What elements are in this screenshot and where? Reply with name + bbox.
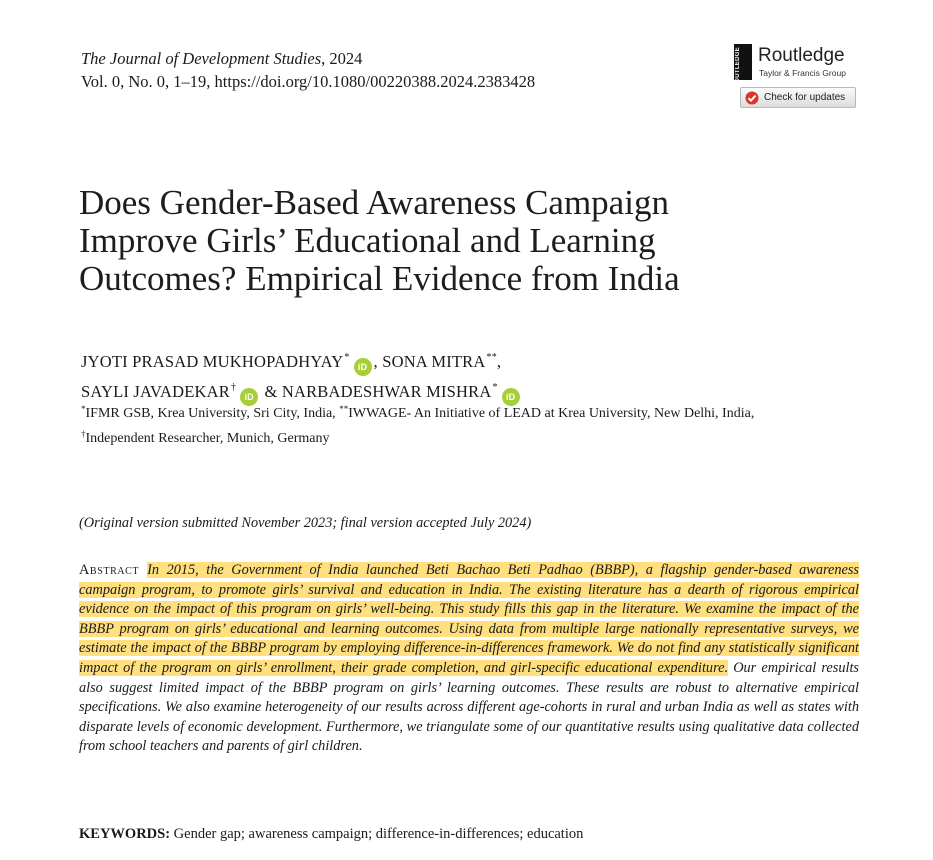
journal-info (81, 47, 535, 93)
orcid-icon[interactable]: iD (502, 388, 520, 406)
orcid-icon[interactable]: iD (240, 388, 258, 406)
journal-name: The Journal of Development Studies (81, 49, 322, 68)
submission-history: (Original version submitted November 2023; final version accepted July 2024) (79, 515, 532, 531)
author-name: NARBADESHWAR MISHRA (281, 382, 492, 401)
crossmark-icon (745, 91, 759, 105)
paper-title: Does Gender-Based Awareness Campaign Improve Girls’ Educational and Learning Outcomes? Empirical Evidence from India (79, 183, 680, 298)
journal-citation[interactable]: Vol. 0, No. 0, 1–19, https://doi.org/10.1080/00220388.2024.2383428 (81, 72, 536, 91)
abstract-text: Our empirical results also suggest limited impact of the BBBP program on girls’ learning outcomes. These results are robust to alternative empirical specifications. We also examine heterogeneity of our results across different age-cohorts in rural and urban India as well as states with disparate levels of economic development. Furthermore, we triangulate some of our quantitative results using qualitative data collected from school teachers and parents of girl children. (79, 659, 859, 755)
author-name: SONA MITRA (382, 352, 486, 371)
keywords-label: KEYWORDS: (79, 826, 171, 842)
check-for-updates-label: Check for updates (764, 92, 846, 103)
journal-title-line (81, 47, 535, 70)
orcid-icon[interactable]: iD (354, 358, 372, 376)
routledge-logo-icon: ROUTLEDGE (734, 44, 752, 80)
publisher-name: Routledge (758, 45, 845, 66)
journal-year: , 2024 (321, 49, 363, 68)
abstract-label: Abstract (79, 562, 140, 578)
keywords (79, 826, 583, 843)
author-name: SAYLI JAVADEKAR (81, 382, 230, 401)
author-name: JYOTI PRASAD MUKHOPADHYAY (81, 352, 344, 371)
publisher-group: Taylor & Francis Group (759, 68, 846, 78)
abstract (79, 561, 859, 757)
check-for-updates-button[interactable] (740, 87, 856, 108)
author-list: JYOTI PRASAD MUKHOPADHYAY*iD , SONA MITRA**, SAYLI JAVADEKAR†iD & NARBADESHWAR MISHRA*iD (81, 346, 522, 406)
keywords-text: Gender gap; awareness campaign; difference-in-differences; education (173, 826, 584, 842)
abstract-highlighted-text: In 2015, the Government of India launched Beti Bachao Beti Padhao (BBBP), a flagship gender-based awareness campaign program, to promote girls’ survival and education in India. The existing literature has a dearth of rigorous empirical evidence on the impact of this program on girls’ well-being. This study fills this gap in the literature. We examine the impact of the BBBP program on girls’ educational and learning outcomes. Using data from multiple large nationally representative surveys, we estimate the impact of the BBBP program by employing difference-in-differences framework. We do not find any statistically significant impact of the program on girls’ enrollment, their grade completion, and girl-specific educational expenditure. (79, 562, 859, 676)
publisher-logo (734, 42, 864, 88)
affiliations: *IFMR GSB, Krea University, Sri City, India, **IWWAGE- An Initiative of LEAD at Krea University, New Delhi, India, †Independent Researcher, Munich, Germany (81, 404, 755, 446)
